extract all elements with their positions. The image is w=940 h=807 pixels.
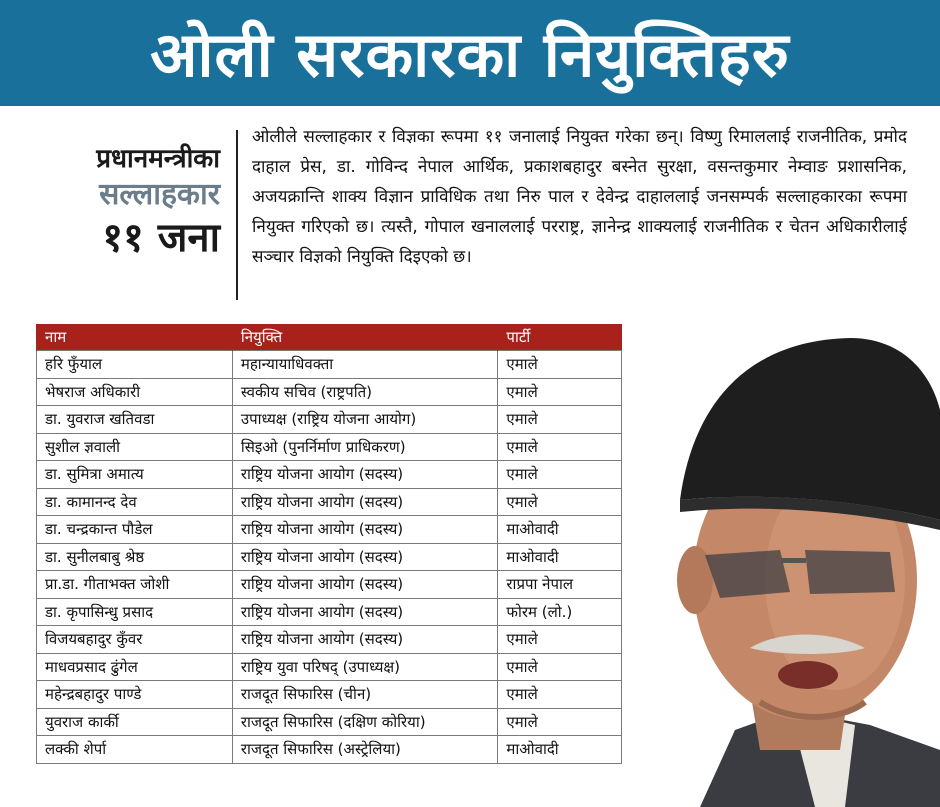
table-row (37, 351, 622, 379)
cell-party: एमाले (498, 461, 622, 489)
column-header-name: नाम (37, 324, 233, 351)
table-row (37, 571, 622, 599)
cell-party: एमाले (498, 378, 622, 406)
table-row (37, 406, 622, 434)
cell-name: सुशील ज्ञवाली (37, 433, 233, 461)
cell-appointment: राजदूत सिफारिस (दक्षिण कोरिया) (232, 708, 498, 736)
callout-line-2: सल्लाहकार (99, 177, 220, 212)
page-title: ओली सरकारका नियुक्तिहरु (150, 18, 790, 91)
cell-party: माओवादी (498, 543, 622, 571)
cell-appointment: राष्ट्रिय योजना आयोग (सदस्य) (232, 516, 498, 544)
cell-appointment: राष्ट्रिय योजना आयोग (सदस्य) (232, 543, 498, 571)
cell-name: डा. कामानन्द देव (37, 488, 233, 516)
cell-appointment: सिइओ (पुनर्निर्माण प्राधिकरण) (232, 433, 498, 461)
cell-appointment: राष्ट्रिय योजना आयोग (सदस्य) (232, 626, 498, 654)
cell-appointment: राजदूत सिफारिस (अस्ट्रेलिया) (232, 736, 498, 764)
cell-name: लक्की शेर्पा (37, 736, 233, 764)
portrait-photo (640, 330, 940, 807)
cell-name: डा. युवराज खतिवडा (37, 406, 233, 434)
cell-appointment: स्वकीय सचिव (राष्ट्रपति) (232, 378, 498, 406)
column-header-appointment: नियुक्ति (232, 324, 498, 351)
cell-appointment: राष्ट्रिय योजना आयोग (सदस्य) (232, 488, 498, 516)
table-header-row (37, 324, 622, 351)
callout-line-1: प्रधानमन्त्रीका (96, 144, 220, 174)
summary-paragraph: ओलीले सल्लाहकार र विज्ञका रूपमा ११ जनालाई नियुक्त गरेका छन्। विष्णु रिमाललाई राजनीतिक, प्रमोद दाहाल प्रेस, डा. गोविन्द नेपाल आर्थिक, प्रकाशबहादुर बस्नेत सुरक्षा, वसन्तकुमार नेम्वाङ प्रशासनिक, अजयक्रान्ति शाक्य विज्ञान प्राविधिक तथा निरु पाल र देवेन्द्र दाहाललाई जनसम्पर्क सल्लाहकारका रूपमा नियुक्त गरिएको छ। त्यस्तै, गोपाल खनाललाई परराष्ट्र, ज्ञानेन्द्र शाक्यलाई राजनीतिक र चेतन अधिकारीलाई सञ्चार विज्ञको नियुक्ति दिइएको छ। (252, 127, 907, 267)
column-header-party: पार्टी (498, 324, 622, 351)
table-row (37, 653, 622, 681)
table-row (37, 516, 622, 544)
cell-party: फोरम (लो.) (498, 598, 622, 626)
appointments-table (36, 324, 622, 764)
cell-name: प्रा.डा. गीताभक्त जोशी (37, 571, 233, 599)
cell-party: एमाले (498, 406, 622, 434)
cell-party: एमाले (498, 626, 622, 654)
cell-name: युवराज कार्की (37, 708, 233, 736)
cell-appointment: राजदूत सिफारिस (चीन) (232, 681, 498, 709)
table-row (37, 736, 622, 764)
cell-name: डा. सुमित्रा अमात्य (37, 461, 233, 489)
table-row (37, 543, 622, 571)
sidebar-callout (30, 142, 220, 262)
cell-party: एमाले (498, 488, 622, 516)
cell-party: एमाले (498, 653, 622, 681)
table-row (37, 378, 622, 406)
cell-appointment: राष्ट्रिय युवा परिषद् (उपाध्यक्ष) (232, 653, 498, 681)
cell-name: भेषराज अधिकारी (37, 378, 233, 406)
title-banner (0, 0, 940, 106)
cell-name: डा. चन्द्रकान्त पौडेल (37, 516, 233, 544)
cell-party: माओवादी (498, 516, 622, 544)
cell-appointment: महान्यायाधिवक्ता (232, 351, 498, 379)
divider (236, 130, 238, 300)
table-row (37, 488, 622, 516)
cell-name: महेन्द्रबहादुर पाण्डे (37, 681, 233, 709)
table-row (37, 461, 622, 489)
table-row (37, 708, 622, 736)
cell-party: राप्रपा नेपाल (498, 571, 622, 599)
table-body (37, 351, 622, 764)
cell-party: एमाले (498, 681, 622, 709)
cell-party: एमाले (498, 708, 622, 736)
cell-name: विजयबहादुर कुँवर (37, 626, 233, 654)
callout-line-3: ११ जना (102, 215, 220, 261)
cell-name: माधवप्रसाद ढुंगेल (37, 653, 233, 681)
cell-party: माओवादी (498, 736, 622, 764)
cell-party: एमाले (498, 351, 622, 379)
cell-appointment: राष्ट्रिय योजना आयोग (सदस्य) (232, 461, 498, 489)
cell-party: एमाले (498, 433, 622, 461)
table-row (37, 598, 622, 626)
cell-appointment: उपाध्यक्ष (राष्ट्रिय योजना आयोग) (232, 406, 498, 434)
cell-name: डा. सुनीलबाबु श्रेष्ठ (37, 543, 233, 571)
table-row (37, 626, 622, 654)
cell-name: हरि फुँयाल (37, 351, 233, 379)
table-row (37, 681, 622, 709)
table-row (37, 433, 622, 461)
cell-name: डा. कृपासिन्धु प्रसाद (37, 598, 233, 626)
cell-appointment: राष्ट्रिय योजना आयोग (सदस्य) (232, 571, 498, 599)
cell-appointment: राष्ट्रिय योजना आयोग (सदस्य) (232, 598, 498, 626)
